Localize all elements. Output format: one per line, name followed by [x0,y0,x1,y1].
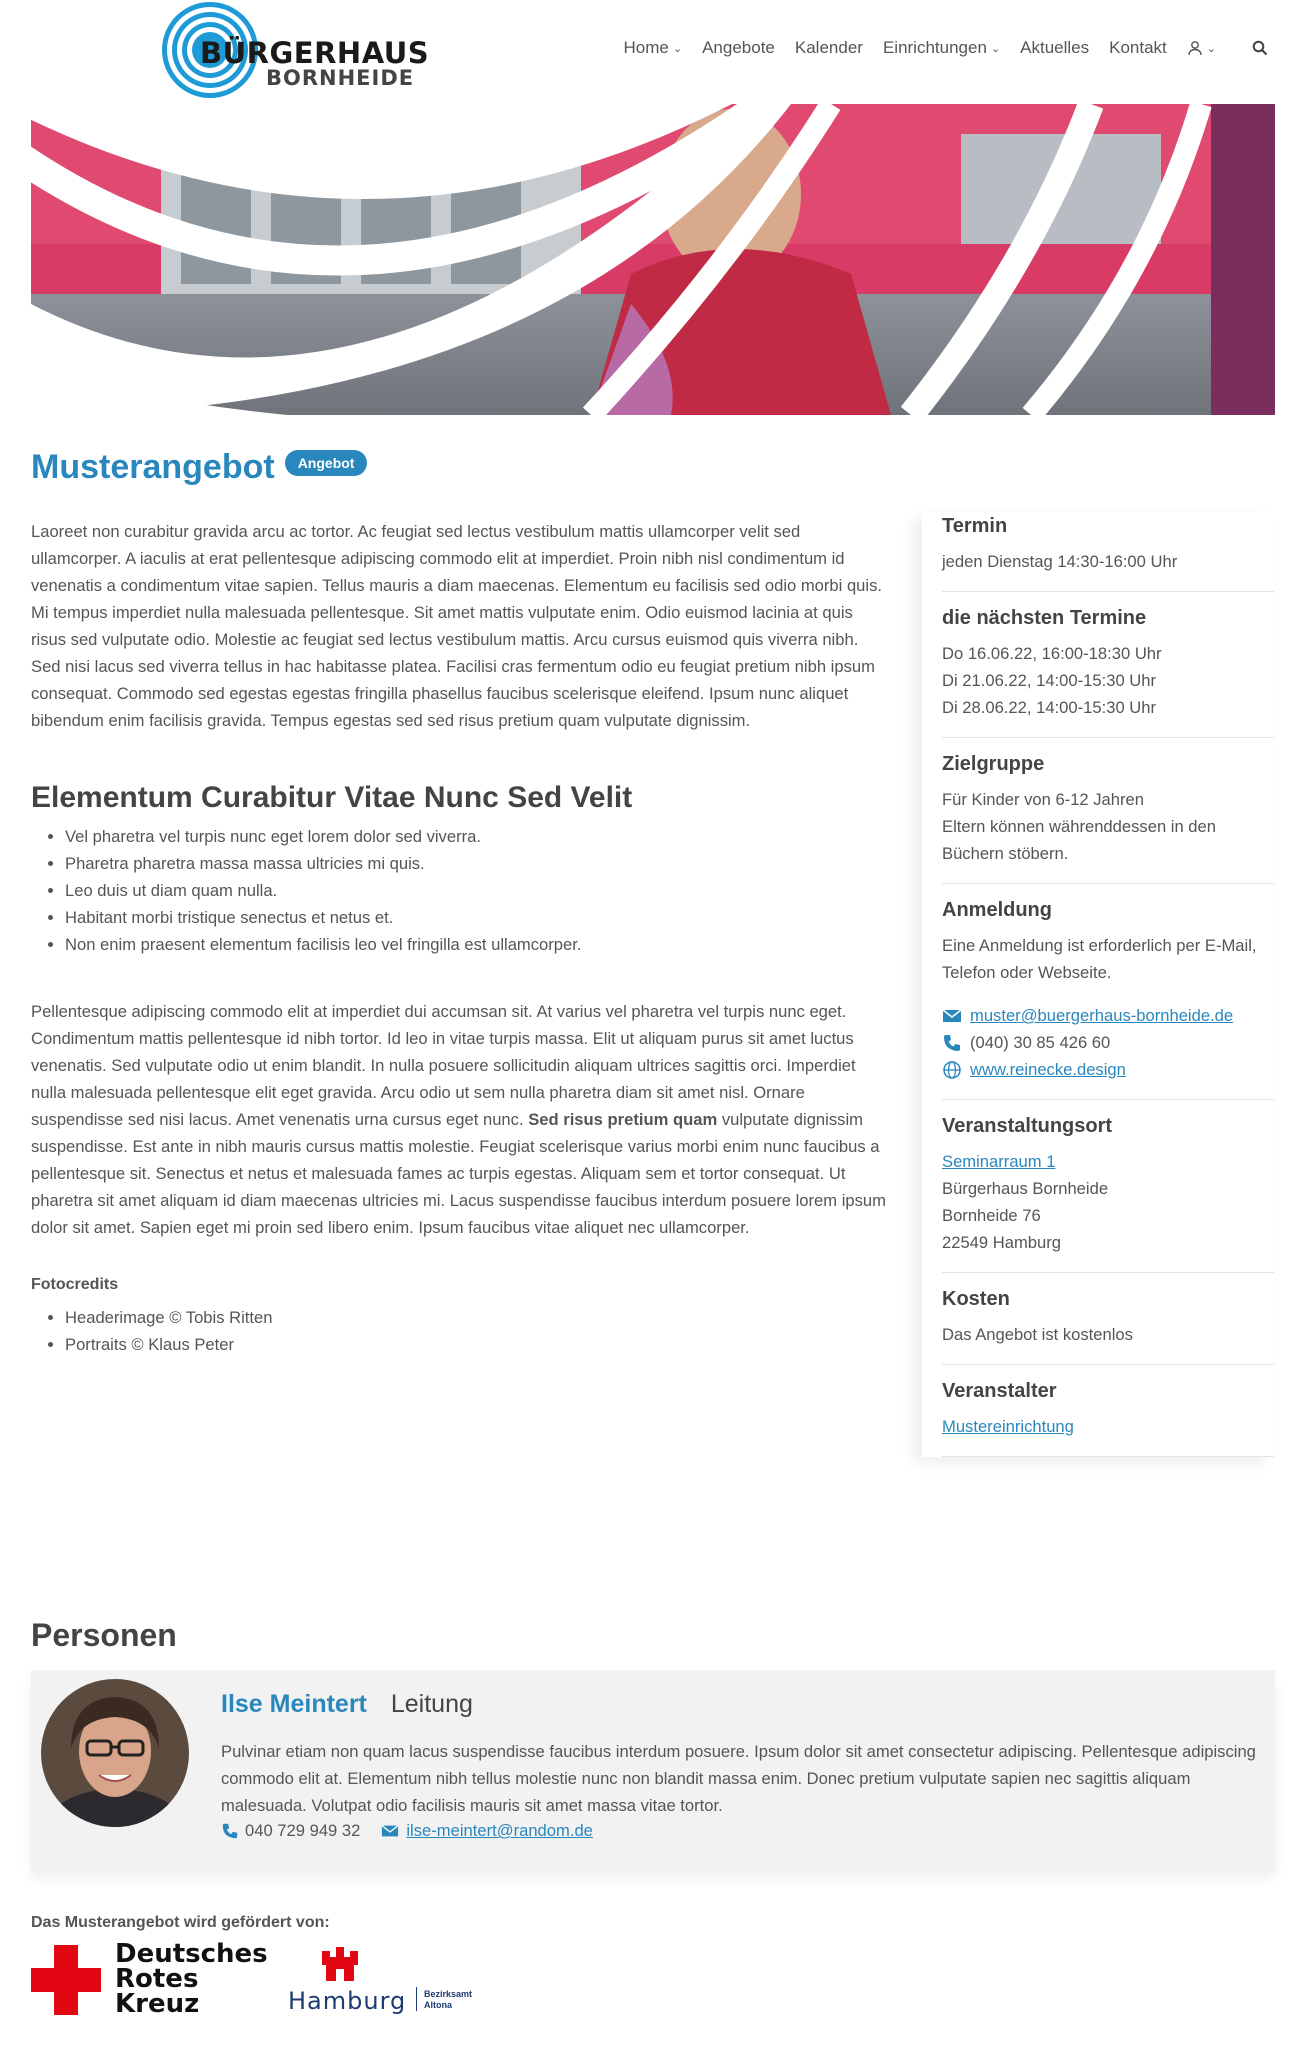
site-logo[interactable] [158,0,430,104]
ort-section [942,1112,1274,1273]
room-link[interactable]: Seminarraum 1 [942,1152,1056,1171]
termin-text: jeden Dienstag 14:30-16:00 Uhr [942,552,1178,571]
person-contact [221,1821,593,1841]
email-link[interactable]: muster@buergerhaus-bornheide.de [970,1006,1234,1025]
list-item: • Portraits © Klaus Peter [65,1331,891,1358]
intro-paragraph: Laoreet non curabitur gravida arcu ac tortor. Ac feugiat sed lectus vestibulum mattis ullamcorper velit sed ullamcorper. A iaculis at erat pellentesque adipiscing commodo elit at imperdiet. Proin nibh nisl condimentum id venenatis a condimentum vitae sapien. Tellus mauris a diam maecenas. Elementum eu facilisis sed odio morbi quis. Mi tempus imperdiet nulla malesuada pellentesque. Sit amet mattis vulputate enim. Odio euismod lacinia at quis risus sed vulputate odio. Molestie ac feugiat sed lectus vestibulum mattis. Arcu cursus euismod quis viverra nibh. Sed nisi lacus sed viverra tellus in hac habitasse platea. Facilisi cras fermentum odio eu feugiat pretium nibh ipsum consequat. Commodo sed egestas egestas fringilla phasellus faucibus scelerisque eleifend. Ipsum nunc aliquet bibendum enim facilisis gravida. Tempus egestas sed sed risus pretium quam vulputate dignissim. [31,522,883,730]
nav-angebote[interactable] [702,38,775,58]
person-card [31,1670,1275,1871]
info-sidebar [922,512,1274,1457]
veranstalter-link[interactable]: Mustereinrichtung [942,1417,1074,1436]
sponsor-label: Das Musterangebot wird gefördert von: [31,1914,330,1931]
next-dates-heading: die nächsten Termine [942,607,1147,629]
nav-aktuelles-label: Aktuelles [1020,38,1090,57]
para-bold: Sed risus pretium quam [528,1110,718,1129]
address-line: Bornheide 76 [942,1206,1041,1225]
person-name-row [221,1690,473,1719]
hamburg-logo[interactable] [288,1945,488,2019]
list-item: • Leo duis ut diam quam nulla. [65,877,891,904]
list-item: • Vel pharetra vel turpis nunc eget lorem dolor sed viverra. [65,823,891,850]
personen-heading: Personen [31,1617,177,1653]
hamburg-castle-icon [310,1945,370,1985]
nav-einrichtungen-label: Einrichtungen [882,38,987,57]
anmeldung-heading: Anmeldung [942,899,1052,921]
avatar [41,1679,189,1827]
portrait-photo [41,1679,189,1827]
zielgruppe-text: Eltern können währenddessen in den Büchern stöbern. [942,817,1216,863]
date-item: Di 21.06.22, 14:00-15:30 Uhr [942,671,1157,690]
chevron-down-icon: ⌄ [990,42,1001,55]
logo-line2: BORNHEIDE [266,66,415,90]
bezirk-line: Altona [424,2000,452,2010]
veranstalter-section [942,1377,1274,1457]
nav-home-label: Home [623,38,669,57]
phone-row [942,1029,1274,1056]
hamburg-text: Hamburg [288,1987,407,2015]
drk-line: Rotes [115,1964,199,1994]
list-item: • Pharetra pharetra massa massa ultricies mi quis. [65,850,891,877]
termin-section [942,512,1274,592]
person-role: Leitung [390,1690,473,1718]
fotocredits-label: Fotocredits [31,1276,119,1293]
section-heading: Elementum Curabitur Vitae Nunc Sed Velit [31,781,633,814]
title-row [31,448,367,487]
drk-line: Kreuz [115,1989,200,2019]
next-dates-section [942,604,1274,738]
drk-text [115,1939,268,2019]
mail-icon [942,1006,962,1026]
nav-kalender-label: Kalender [794,38,863,57]
page-title: Musterangebot [31,448,275,486]
termin-heading: Termin [942,515,1008,537]
hamburg-divider [416,1987,417,2011]
address-line: Bürgerhaus Bornheide [942,1179,1109,1198]
body-paragraph [31,998,891,1241]
search-button[interactable] [1252,40,1268,56]
nav-home[interactable] [624,38,683,58]
red-cross-icon [31,1945,101,2015]
mail-icon [380,1822,400,1840]
veranstalter-heading: Veranstalter [942,1380,1057,1402]
main-nav [624,38,1268,58]
person-phone[interactable] [221,1821,360,1841]
hero-photo [31,104,1275,415]
list-item: • Non enim praesent elementum facilisis leo vel fringilla est ullamcorper. [65,931,891,958]
nav-kontakt[interactable] [1109,38,1167,58]
web-row [942,1056,1274,1083]
logo-line1: BÜRGERHAUS [200,36,430,70]
nav-einrichtungen[interactable] [883,38,1000,58]
zielgruppe-heading: Zielgruppe [942,753,1045,775]
date-item: Di 28.06.22, 14:00-15:30 Uhr [942,698,1157,717]
nav-angebote-label: Angebote [702,38,775,57]
user-icon [1187,40,1203,56]
bullet-list [65,823,891,958]
chevron-down-icon: ⌄ [672,42,683,55]
zielgruppe-section [942,750,1274,884]
nav-user[interactable] [1187,40,1216,56]
person-email [380,1821,593,1841]
kosten-section [942,1285,1274,1365]
nav-kontakt-label: Kontakt [1109,38,1167,57]
email-row [942,1002,1274,1029]
kosten-text: Das Angebot ist kostenlos [942,1325,1133,1344]
para-text: Pellentesque adipiscing commodo elit at imperdiet dui accumsan sit. At varius vel pharetra vel turpis nunc eget. Condimentum mattis pellentesque id nibh tortor. Id leo in vitae turpis massa. Elit ut aliquam purus sit amet luctus venenatis. Sed vulputate odio ut enim blandit. In nulla posuere sollicitudin aliquam ultrices sagittis orci. Imperdiet nulla malesuada pellentesque elit eget gravida. Arcu odio ut sem nulla pharetra diam sit amet nisl. Ornare suspendisse sed nisi lacus. Amet venenatis urna cursus eget nunc. [31,1002,856,1129]
phone-text[interactable]: (040) 30 85 426 60 [970,1033,1111,1052]
main-content [31,518,891,1398]
phone-icon [942,1033,962,1053]
web-link[interactable]: www.reinecke.design [970,1060,1126,1079]
phone-icon [221,1822,239,1840]
person-description: Pulvinar etiam non quam lacus suspendisse faucibus interdum posuere. Ipsum dolor sit amet consectetur adipiscing. Pellentesque adipiscing commodo elit at. Elementum nibh tellus molestie nunc non blandit massa enim. Donec pretium vulputate sapien nec sagittis aliquam malesuada. Volutpat odio facilisis mauris sit amet massa vitae tortor. [221,1742,1256,1815]
kosten-heading: Kosten [942,1288,1010,1310]
anmeldung-text: Eine Anmeldung ist erforderlich per E-Mail, Telefon oder Webseite. [942,936,1257,982]
globe-icon [942,1060,962,1080]
fotocredits-list [65,1304,891,1358]
list-item: • Habitant morbi tristique senectus et netus et. [65,904,891,931]
person-email-link[interactable]: ilse-meintert@random.de [406,1821,593,1840]
hero-image [31,104,1275,415]
drk-line: Deutsches [115,1939,268,1969]
nav-aktuelles[interactable] [1020,38,1089,58]
search-icon [1252,40,1268,56]
person-phone-text: 040 729 949 32 [245,1821,361,1840]
para-text: vulputate dignissim suspendisse. Est ante in nibh mauris cursus mattis molestie. Feugiat scelerisque varius morbi enim nunc faucibus a pellentesque sit. Senectus et netus et malesuada fames ac turpis egestas. Aliquam sem et tortor consequat. Ut pharetra sit amet aliquam id diam maecenas ultricies mi. Lacus suspendisse faucibus interdum posuere lorem ipsum dolor sit amet. Sapien eget mi proin sed libero enim. Ipsum faucibus vitae aliquet nec ullamcorper. [31,1110,886,1237]
drk-logo[interactable] [31,1939,268,2019]
address-line: 22549 Hamburg [942,1233,1062,1252]
category-badge[interactable]: Angebot [285,450,368,476]
nav-kalender[interactable] [795,38,863,58]
list-item: • Headerimage © Tobis Ritten [65,1304,891,1331]
chevron-down-icon: ⌄ [1206,42,1216,55]
anmeldung-section [942,896,1274,1100]
date-item: Do 16.06.22, 16:00-18:30 Uhr [942,644,1162,663]
ort-heading: Veranstaltungsort [942,1115,1113,1137]
bezirk-text [424,1989,472,2011]
zielgruppe-text: Für Kinder von 6-12 Jahren [942,790,1145,809]
person-name[interactable]: Ilse Meintert [221,1690,367,1718]
bezirk-line: Bezirksamt [424,1989,473,1999]
